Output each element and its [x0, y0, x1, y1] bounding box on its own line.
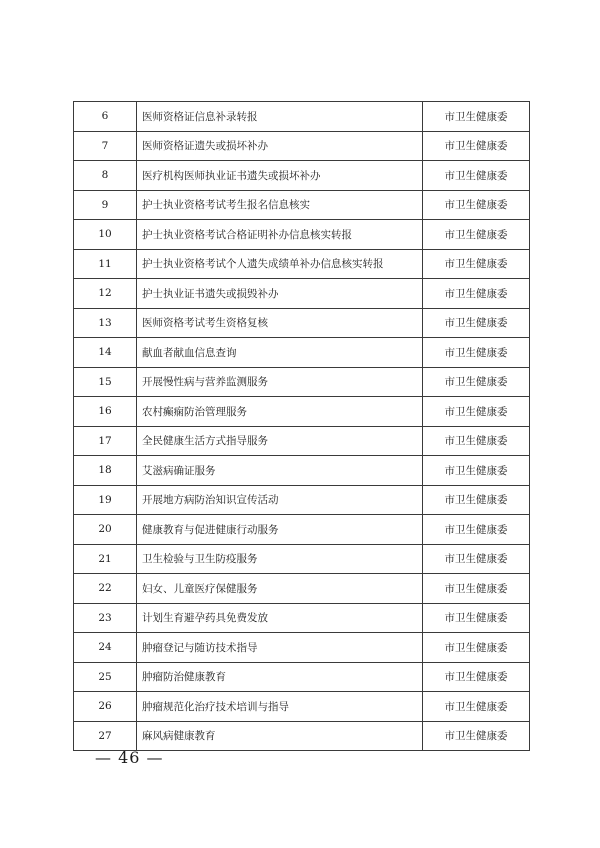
row-number-cell: 15	[74, 367, 137, 397]
table-row	[74, 367, 530, 397]
row-number-cell: 13	[74, 308, 137, 338]
table-row	[74, 633, 530, 663]
table-row	[74, 721, 530, 751]
service-name-cell: 护士执业证书遗失或损毁补办	[137, 279, 423, 309]
service-name-cell: 艾滋病确证服务	[137, 456, 423, 486]
department-cell: 市卫生健康委	[423, 574, 530, 604]
row-number-cell: 12	[74, 279, 137, 309]
department-cell: 市卫生健康委	[423, 131, 530, 161]
department-cell: 市卫生健康委	[423, 338, 530, 368]
row-number-cell: 21	[74, 544, 137, 574]
department-cell: 市卫生健康委	[423, 662, 530, 692]
service-name-cell: 护士执业资格考试考生报名信息核实	[137, 190, 423, 220]
service-name-cell: 医疗机构医师执业证书遗失或损坏补办	[137, 161, 423, 191]
table-row	[74, 338, 530, 368]
service-name-cell: 全民健康生活方式指导服务	[137, 426, 423, 456]
service-name-cell: 农村癫痫防治管理服务	[137, 397, 423, 427]
department-cell: 市卫生健康委	[423, 249, 530, 279]
service-name-cell: 医师资格证遗失或损坏补办	[137, 131, 423, 161]
service-name-cell: 妇女、儿童医疗保健服务	[137, 574, 423, 604]
service-name-cell: 护士执业资格考试个人遗失成绩单补办信息核实转报	[137, 249, 423, 279]
department-cell: 市卫生健康委	[423, 544, 530, 574]
service-name-cell: 护士执业资格考试合格证明补办信息核实转报	[137, 220, 423, 250]
department-cell: 市卫生健康委	[423, 603, 530, 633]
department-cell: 市卫生健康委	[423, 456, 530, 486]
service-name-cell: 医师资格考试考生资格复核	[137, 308, 423, 338]
department-cell: 市卫生健康委	[423, 633, 530, 663]
department-cell: 市卫生健康委	[423, 692, 530, 722]
department-cell: 市卫生健康委	[423, 485, 530, 515]
department-cell: 市卫生健康委	[423, 367, 530, 397]
row-number-cell: 25	[74, 662, 137, 692]
table-row	[74, 515, 530, 545]
row-number-cell: 14	[74, 338, 137, 368]
table-row	[74, 102, 530, 132]
row-number-cell: 18	[74, 456, 137, 486]
row-number-cell: 6	[74, 102, 137, 132]
table-row	[74, 603, 530, 633]
table-row	[74, 662, 530, 692]
table-row	[74, 397, 530, 427]
department-cell: 市卫生健康委	[423, 721, 530, 751]
service-name-cell: 医师资格证信息补录转报	[137, 102, 423, 132]
department-cell: 市卫生健康委	[423, 308, 530, 338]
service-name-cell: 麻风病健康教育	[137, 721, 423, 751]
service-name-cell: 计划生育避孕药具免费发放	[137, 603, 423, 633]
service-name-cell: 卫生检验与卫生防疫服务	[137, 544, 423, 574]
table-row	[74, 190, 530, 220]
department-cell: 市卫生健康委	[423, 515, 530, 545]
service-name-cell: 献血者献血信息查询	[137, 338, 423, 368]
table-row	[74, 456, 530, 486]
table-row	[74, 279, 530, 309]
page-number: — 46 —	[95, 748, 164, 767]
row-number-cell: 20	[74, 515, 137, 545]
table-row	[74, 574, 530, 604]
service-name-cell: 健康教育与促进健康行动服务	[137, 515, 423, 545]
row-number-cell: 10	[74, 220, 137, 250]
table-row	[74, 426, 530, 456]
department-cell: 市卫生健康委	[423, 161, 530, 191]
service-name-cell: 开展地方病防治知识宣传活动	[137, 485, 423, 515]
row-number-cell: 22	[74, 574, 137, 604]
department-cell: 市卫生健康委	[423, 426, 530, 456]
table-row	[74, 544, 530, 574]
table-row	[74, 161, 530, 191]
row-number-cell: 23	[74, 603, 137, 633]
service-name-cell: 肿瘤规范化治疗技术培训与指导	[137, 692, 423, 722]
row-number-cell: 19	[74, 485, 137, 515]
department-cell: 市卫生健康委	[423, 397, 530, 427]
table-body	[74, 102, 530, 751]
department-cell: 市卫生健康委	[423, 190, 530, 220]
department-cell: 市卫生健康委	[423, 102, 530, 132]
row-number-cell: 26	[74, 692, 137, 722]
service-name-cell: 开展慢性病与营养监测服务	[137, 367, 423, 397]
department-cell: 市卫生健康委	[423, 279, 530, 309]
row-number-cell: 16	[74, 397, 137, 427]
table-row	[74, 220, 530, 250]
row-number-cell: 17	[74, 426, 137, 456]
row-number-cell: 9	[74, 190, 137, 220]
row-number-cell: 7	[74, 131, 137, 161]
table-row	[74, 249, 530, 279]
row-number-cell: 27	[74, 721, 137, 751]
service-name-cell: 肿瘤登记与随访技术指导	[137, 633, 423, 663]
row-number-cell: 11	[74, 249, 137, 279]
table-row	[74, 485, 530, 515]
table-row	[74, 308, 530, 338]
table-row	[74, 692, 530, 722]
service-table	[73, 101, 530, 751]
table-row	[74, 131, 530, 161]
department-cell: 市卫生健康委	[423, 220, 530, 250]
row-number-cell: 8	[74, 161, 137, 191]
row-number-cell: 24	[74, 633, 137, 663]
service-name-cell: 肿瘤防治健康教育	[137, 662, 423, 692]
